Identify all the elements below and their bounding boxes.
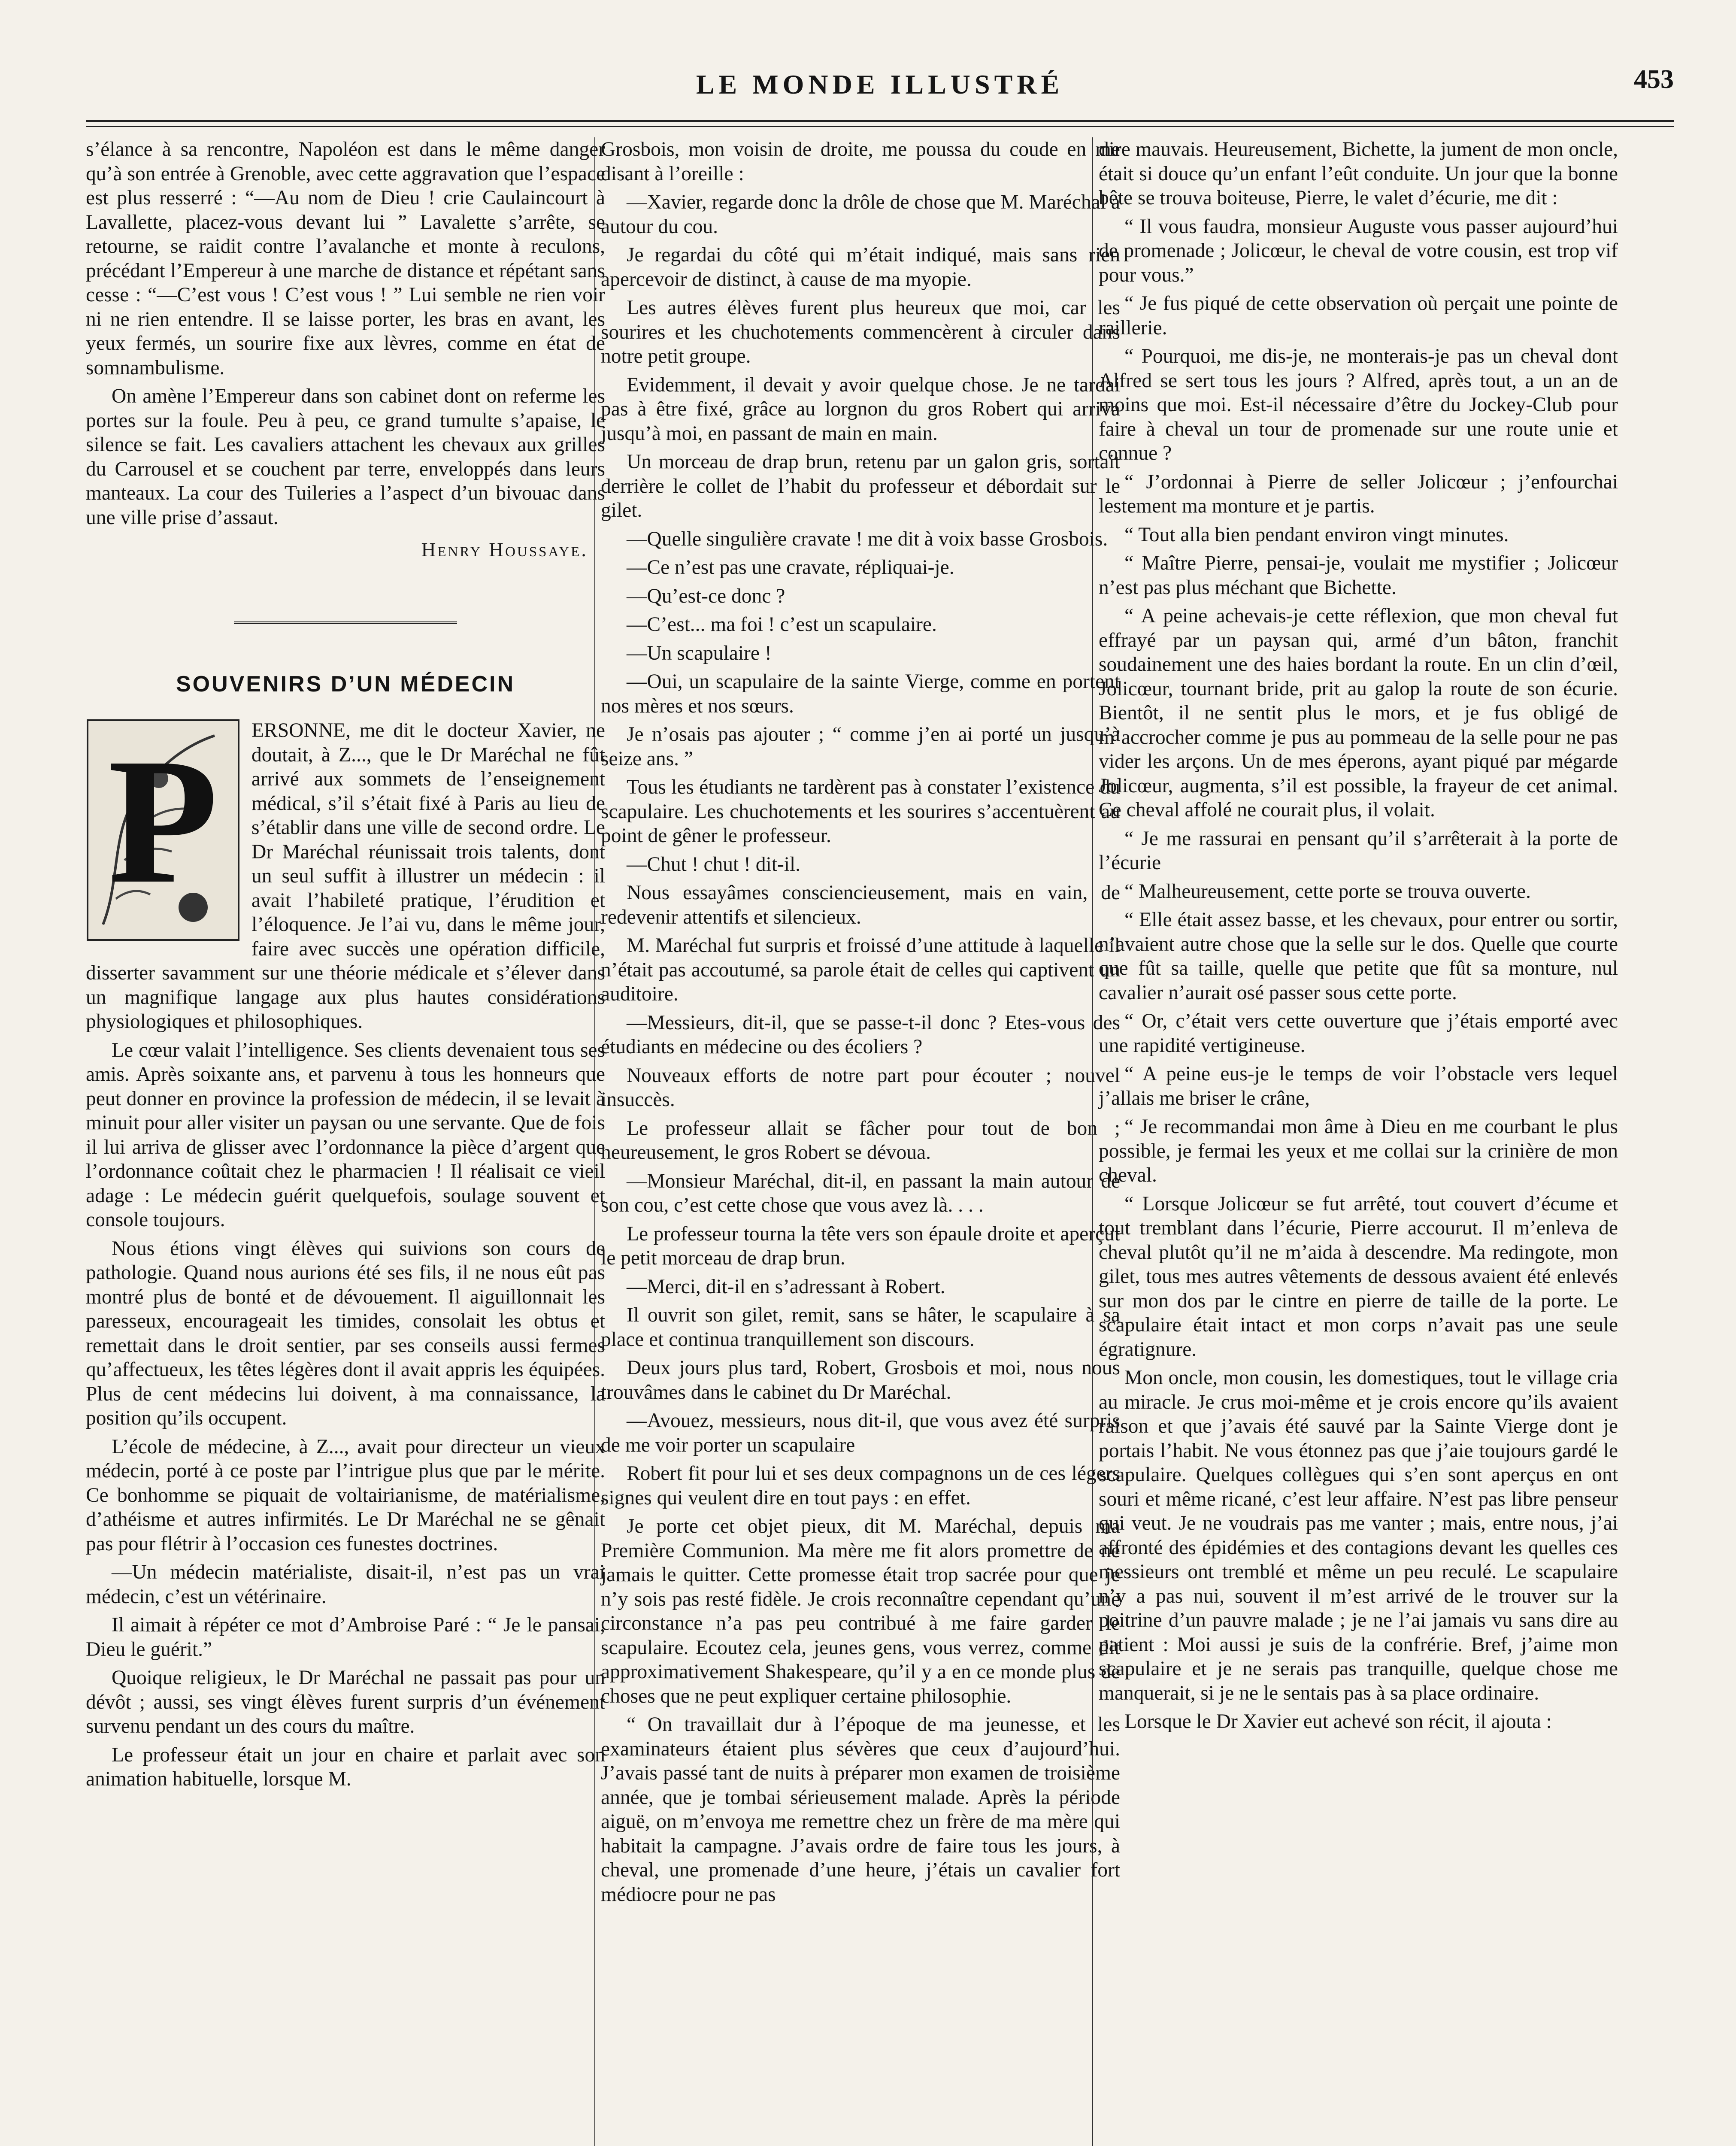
paragraph: —Ce n’est pas une cravate, répliquai-je. <box>627 556 954 579</box>
paragraph: Robert fit pour lui et ses deux compagnons un de ces légers signes qui veulent dire en tout pays : en effet. <box>601 1462 1120 1509</box>
column-1 <box>86 137 605 2146</box>
article-continued-col2 <box>601 137 1120 1907</box>
paragraph: “ Or, c’était vers cette ouverture que j’étais emporté avec une rapidité vertigineuse. <box>1099 1010 1618 1057</box>
paragraph: Il ouvrit son gilet, remit, sans se hâter, le scapulaire à sa place et continua tranquillement son discours. <box>601 1304 1120 1351</box>
paragraph: Le professeur allait se fâcher pour tout de bon ; heureusement, le gros Robert se dévoua. <box>601 1117 1120 1164</box>
paragraph: Mon oncle, mon cousin, les domestiques, tout le village cria au miracle. Je crus moi-même et je crois encore qu’ils avaient raison et que j’avais été sauvé par la Sainte Vierge dont je portais l’habit. Ne vous étonnez pas que j’aie toujours gardé le scapulaire. Quelques collègues qui s’en sont aperçus en ont souri et même ricané, c’est leur affaire. N’est pas libre penseur qui veut. Je ne voudrais pas me vanter ; mais, entre nous, j’ai affronté des épidémies et des contagions devant les quelles ces messieurs ont tremblé et même un peu reculé. Le scapulaire n’y a pas nui, souvent il m’est arrivé de le trouver sur la poitrine d’un pauvre malade ; je ne l’ai jamais vu sans dire au patient : Moi aussi je suis de la confrérie. Bref, j’aime mon scapulaire et je ne serais pas tranquille, quelque chose me manquerait, si je ne le sentais pas à sa place ordinaire. <box>1099 1367 1618 1704</box>
paragraph: “ On travaillait dur à l’époque de ma jeunesse, et les examinateurs étaient plus sévères que ceux d’aujourd’hui. J’avais passé tant de nuits à préparer mon examen de troisième année, que je tombai sérieusement malade. Après la période aiguë, on m’envoya me remettre chez un frère de ma mère qui habitait la campagne. J’avais ordre de faire tous les jours, à cheval, une promenade d’une heure, j’étais un cavalier fort médiocre pour ne pas <box>601 1713 1120 1906</box>
paragraph: s’élance à sa rencontre, Napoléon est dans le même danger qu’à son entrée à Grenoble, avec cette aggravation que l’espace est plus resserré : “—Au nom de Dieu ! crie Caulaincourt à Lavallette, placez-vous devant lui ” Lavalette s’arrête, se retourne, se raidit contre l’avalanche et monte à reculons, précédant l’Empereur à une marche de distance et répétant sans cesse : “—C’est vous ! C’est vous ! ” Lui semble ne rien voir ni ne rien entendre. Il se laisse porter, les bras en avant, les yeux fermés, un sourire fixe aux lèvres, comme en état de somnambulisme. <box>86 138 605 379</box>
paragraph: —Chut ! chut ! dit-il. <box>627 853 801 876</box>
paragraph: —Monsieur Maréchal, dit-il, en passant la main autour de son cou, c’est cette chose que vous avez là. . . . <box>601 1170 1120 1216</box>
paragraph: Quoique religieux, le Dr Maréchal ne passait pas pour un dévôt ; aussi, ses vingt élèves furent surpris d’un événement survenu pendant un des cours du maître. <box>86 1667 605 1737</box>
paragraph: —Avouez, messieurs, nous dit-il, que vous avez été surpris de me voir porter un scapulaire <box>601 1409 1120 1456</box>
running-title: LE MONDE ILLUSTRÉ <box>696 69 1064 100</box>
paragraph: “ Je me rassurai en pensant qu’il s’arrêterait à la porte de l’écurie <box>1099 827 1618 874</box>
paragraph: Nous essayâmes consciencieusement, mais en vain, de redevenir attentifs et silencieux. <box>601 882 1120 928</box>
paragraph: Les autres élèves furent plus heureux que moi, car les sourires et les chuchotements commencèrent à circuler dans notre petit groupe. <box>601 297 1120 367</box>
paragraph: Grosbois, mon voisin de droite, me poussa du coude en me disant à l’oreille : <box>601 138 1120 185</box>
paragraph: —Un scapulaire ! <box>627 642 772 664</box>
paragraph: Je porte cet objet pieux, dit M. Maréchal, depuis ma Première Communion. Ma mère me fit alors promettre de ne jamais le quitter. Cette promesse était trop sacrée pour que je n’y sois pas resté fidèle. Je crois reconnaître cependant qu’une circonstance n’a pas peu contribué à me faire garder le scapulaire. Ecoutez cela, jeunes gens, vous verrez, comme dit approximativement Shakespeare, qu’il y a en ce monde plus de choses que ne peut expliquer certaine philosophie. <box>601 1515 1120 1707</box>
page-header <box>86 64 1674 116</box>
paragraph: dire mauvais. Heureusement, Bichette, la jument de mon oncle, était si douce qu’un enfant l’eût conduite. Un jour que la bonne bête se trouva boiteuse, Pierre, le valet d’écurie, me dit : <box>1099 138 1618 209</box>
paragraph: Il aimait à répéter ce mot d’Ambroise Paré : “ Je le pansai, Dieu le guérit.” <box>86 1614 605 1661</box>
paragraph: “ Pourquoi, me dis-je, ne monterais-je pas un cheval dont Alfred se sert tous les jours ? Alfred, après tout, a un an de moins que moi. Est-il nécessaire d’être du Jockey-Club pour faire à cheval un tour de promenade sur une route unie et connue ? <box>1099 345 1618 464</box>
paragraph: Nouveaux efforts de notre part pour écouter ; nouvel insuccès. <box>601 1064 1120 1111</box>
paragraph: Tous les étudiants ne tardèrent pas à constater l’existence du scapulaire. Les chuchotements et les sourires s’accentuèrent au point de gêner le professeur. <box>601 776 1120 847</box>
paragraph: “ A peine achevais-je cette réflexion, que mon cheval fut effrayé par un paysan qui, armé d’un bâton, franchit soudainement une des haies bordant la route. En un clin d’œil, Jolicœur, tournant bride, prit au galop la route de son écurie. Bientôt, il ne sentit plus le mors, et je fus obligé de m’accrocher comme je pus au pommeau de la selle pour ne pas vider les arçons. Un de mes éperons, ayant piqué par mégarde Jolicœur, augmenta, s’il est possible, la frayeur de cet animal. Ce cheval affolé ne courait plus, il volait. <box>1099 605 1618 821</box>
header-rule-bottom <box>86 126 1674 127</box>
paragraph: Le cœur valait l’intelligence. Ses clients devenaient tous ses amis. Après soixante ans, et parvenu à tous les honneurs que peut donner en province la profession de médecin, il se levait à minuit pour aller visiter un paysan ou une servante. Que de fois il lui arriva de glisser avec l’ordonnance la pièce d’argent que l’ordonnance coûtait chez le pharmacien ! Il réalisait ce vieil adage : Le médecin guérit quelquefois, soulage souvent et console toujours. <box>86 1039 605 1231</box>
paragraph: —C’est... ma foi ! c’est un scapulaire. <box>627 613 937 636</box>
paragraph: “ Malheureusement, cette porte se trouva ouverte. <box>1124 880 1531 903</box>
paragraph: —Qu’est-ce donc ? <box>627 585 785 607</box>
paragraph: —Un médecin matérialiste, disait-il, n’est pas un vrai médecin, c’est un vétérinaire. <box>86 1561 605 1608</box>
decorative-dropcap <box>86 718 240 942</box>
paragraph: —Xavier, regarde donc la drôle de chose que M. Maréchal a autour du cou. <box>601 191 1120 238</box>
paragraph: “ A peine eus-je le temps de voir l’obstacle vers lequel j’allais me briser le crâne, <box>1099 1063 1618 1109</box>
paragraph: Deux jours plus tard, Robert, Grosbois et moi, nous nous trouvâmes dans le cabinet du Dr Maréchal. <box>601 1357 1120 1403</box>
paragraph: —Merci, dit-il en s’adressant à Robert. <box>627 1275 945 1298</box>
column-3 <box>1099 137 1618 2146</box>
paragraph: Lorsque le Dr Xavier eut achevé son récit, il ajouta : <box>1124 1710 1552 1733</box>
author-signature: Henry Houssaye. <box>421 539 588 561</box>
paragraph: “ Lorsque Jolicœur se fut arrêté, tout couvert d’écume et tout tremblant dans l’écurie, Pierre accourut. Il m’enleva de cheval plutôt qu’il ne m’aida à descendre. Ma redingote, mon gilet, tous mes autres vêtements de dessous avaient été enlevés sur mon dos par le cintre en pierre de taille de la porte. Le scapulaire était intact et mon corps n’avait pas une seule égratignure. <box>1099 1192 1618 1361</box>
page-number: 453 <box>1634 65 1674 94</box>
paragraph: Le professeur était un jour en chaire et parlait avec son animation habituelle, lorsque M. <box>86 1743 605 1790</box>
paragraph: ERSONNE, me dit le docteur Xavier, ne doutait, à Z..., que le Dr Maréchal ne fût arrivé aux sommets de l’enseignement médical, s’il s’était fixé à Paris au lieu de s’établir dans une ville de second ordre. Le Dr Maréchal réunissait trois talents, dont un seul suffit à illustrer un médecin : il avait l’habileté pratique, l’érudition et l’éloquence. Je l’ai vu, dans le même jour, faire avec succès une opération difficile, disserter savamment sur une théorie médicale et s’élever dans un magnifique langage aux plus hautes considérations physiologiques et philosophiques. <box>86 719 605 1033</box>
paragraph: “ Tout alla bien pendant environ vingt minutes. <box>1124 523 1509 546</box>
paragraph: Nous étions vingt élèves qui suivions son cours de pathologie. Quand nous aurions été ses fils, il ne nous eût pas montré plus de bonté et de dévouement. Il aiguillonnait les paresseux, encourageait les timides, consolait les obtus et remettait dans le droit sentier, par ses conseils aussi fermes qu’affectueux, les têtes légères dont il avait appris les équipées. Plus de cent médecins lui doivent, à ma connaissance, la position qu’ils occupent. <box>86 1237 605 1429</box>
paragraph: M. Maréchal fut surpris et froissé d’une attitude à laquelle il n’était pas accoutumé, sa parole était de celles qui captivent un auditoire. <box>601 934 1120 1005</box>
paragraph: “ J’ordonnai à Pierre de seller Jolicœur ; j’enfourchai lestement ma monture et je partis. <box>1099 470 1618 517</box>
paragraph: “ Je fus piqué de cette observation où perçait une pointe de raillerie. <box>1099 292 1618 339</box>
paragraph: Un morceau de drap brun, retenu par un galon gris, sortait derrière le collet de l’habit du professeur et débordait sur le gilet. <box>601 451 1120 521</box>
paragraph: Le professeur tourna la tête vers son épaule droite et aperçut le petit morceau de drap brun. <box>601 1222 1120 1269</box>
paragraph: —Quelle singulière cravate ! me dit à voix basse Grosbois. <box>627 527 1108 550</box>
paragraph: “ Elle était assez basse, et les chevaux, pour entrer ou sortir, n’avaient autre chose que la selle sur le dos. Quelle que courte que fût sa taille, quelle que petite que fût sa monture, nul cavalier n’aurait osé passer sous cette porte. <box>1099 909 1618 1004</box>
paragraph: “ Maître Pierre, pensai-je, voulait me mystifier ; Jolicœur n’est pas plus méchant que Bichette. <box>1099 552 1618 599</box>
paragraph: L’école de médecine, à Z..., avait pour directeur un vieux médecin, porté à ce poste par l’intrigue plus que par le mérite. Ce bonhomme se piquait de voltairianisme, de matérialisme, d’athéisme et autres infirmités. Le Dr Maréchal ne se gênait pas pour flétrir à l’occasion ces funestes doctrines. <box>86 1435 605 1555</box>
section-separator <box>234 621 457 624</box>
article-continued-col3 <box>1099 137 1618 1734</box>
paragraph: “ Il vous faudra, monsieur Auguste vous passer aujourd’hui de promenade ; Jolicœur, le cheval de votre cousin, est trop vif pour vous.” <box>1099 215 1618 286</box>
paragraph: —Oui, un scapulaire de la sainte Vierge, comme en portent nos mères et nos sœurs. <box>601 670 1120 717</box>
dropcap-letter: P <box>108 721 218 921</box>
paragraph: Je n’osais pas ajouter ; “ comme j’en ai porté un jusqu’à seize ans. ” <box>601 723 1120 770</box>
column-2 <box>601 137 1120 2146</box>
previous-article-end <box>86 137 605 530</box>
paragraph: Evidemment, il devait y avoir quelque chose. Je ne tardai pas à être fixé, grâce au lorgnon du gros Robert qui arriva jusqu’à moi, en passant de main en main. <box>601 373 1120 445</box>
header-rule-top <box>86 120 1674 122</box>
paragraph: On amène l’Empereur dans son cabinet dont on referme les portes sur la foule. Peu à peu, ce grand tumulte s’apaise, le silence se fait. Les cavaliers attachent les chevaux aux grilles du Carrousel et se couchent par terre, enveloppés dans leurs manteaux. La cour des Tuileries a l’aspect d’un bivouac dans une ville prise d’assaut. <box>86 385 605 529</box>
paragraph: —Messieurs, dit-il, que se passe-t-il donc ? Etes-vous des étudiants en médecine ou des écoliers ? <box>601 1011 1120 1058</box>
section-title: SOUVENIRS D’UN MÉDECIN <box>176 672 515 697</box>
paragraph: “ Je recommandai mon âme à Dieu en me courbant le plus possible, je fermai les yeux et me collai sur la crinière de mon cheval. <box>1099 1115 1618 1186</box>
paragraph: Je regardai du côté qui m’était indiqué, mais sans rien apercevoir de distinct, à cause de ma myopie. <box>601 244 1120 291</box>
